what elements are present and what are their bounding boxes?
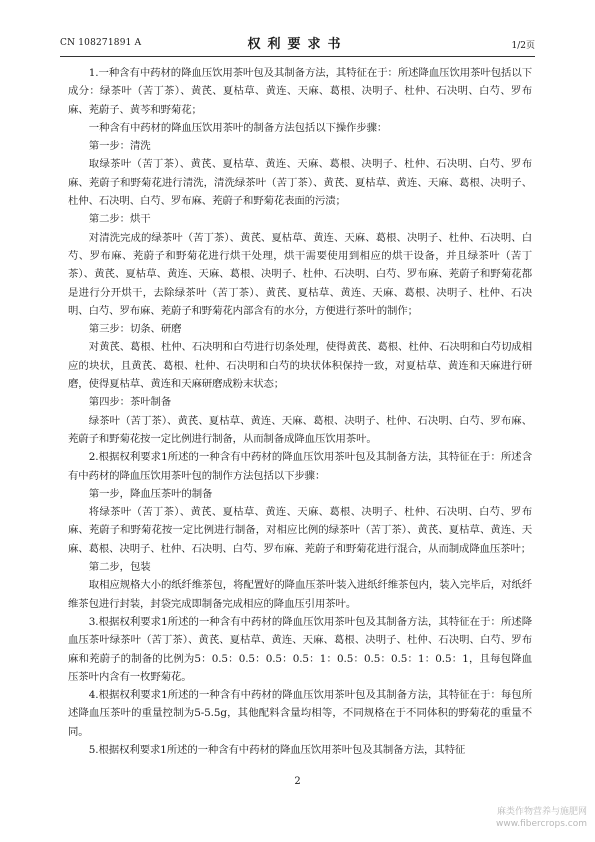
claims-body bbox=[68, 64, 532, 759]
claim-4-text: 4.根据权利要求1所述的一种含有中药材的降血压饮用茶叶包及其制备方法，其特征在于：每包所述降血压茶叶的重量控制为5-5.5g，其他配料含量均相等，不同规格在于不同体积的野菊花的重量不同。 bbox=[68, 689, 532, 738]
page-number: 2 bbox=[294, 776, 301, 787]
claim-5-text: 5.根据权利要求1所述的一种含有中药材的降血压饮用茶叶包及其制备方法，其特征 bbox=[88, 743, 466, 756]
watermark bbox=[496, 806, 587, 830]
watermark-name: 麻类作物营养与施肥网 bbox=[496, 807, 587, 817]
step-text: 绿茶叶（苦丁茶）、黄芪、夏枯草、黄连、天麻、葛根、决明子、杜仲、石决明、白芍、罗布麻、茺蔚子和野菊花按一定比例进行制备，从而制备成降血压饮用茶叶。 bbox=[68, 414, 532, 445]
claim-2-text: 2.根据权利要求1所述的一种含有中药材的降血压饮用茶叶包及其制备方法，其特征在于：所述含有中药材的降血压饮用茶叶包的制作方法包括以下步骤： bbox=[68, 451, 532, 482]
step-text: 取相应规格大小的纸纤维茶包，将配置好的降血压茶叶装入进纸纤维茶包内，装入完毕后，对纸纤维茶包进行封装，封袋完成即制备完成相应的降血压引用茶叶。 bbox=[68, 579, 532, 610]
page-indicator: 1/2页 bbox=[511, 41, 535, 51]
claim-3-text: 3.根据权利要求1所述的一种含有中药材的降血压饮用茶叶包及其制备方法，其特征在于：所述降血压茶叶绿茶叶（苦丁茶）、黄芪、夏枯草、黄连、天麻、葛根、决明子、杜仲、石决明、白芍、罗布麻和茺蔚子的制备的比例为5：0.5：0.5：0.5：0.5：1：0.5：0.5：0.5：1：0.5：1，且每包降血压茶叶内含有一枚野菊花。 bbox=[68, 615, 532, 683]
step-heading: 第三步：切条、研磨 bbox=[88, 323, 182, 336]
step-heading: 第二步：烘干 bbox=[88, 213, 151, 226]
step-text: 将绿茶叶（苦丁茶）、黄芪、夏枯草、黄连、天麻、葛根、决明子、杜仲、石决明、白芍、罗布麻、茺蔚子和野菊花按一定比例进行制备，对相应比例的绿茶叶（苦丁茶）、黄芪、夏枯草、黄连、天麻、葛根、决明子、杜仲、石决明、白芍、罗布麻、茺蔚子和野菊花进行混合，从而制成降血压茶叶； bbox=[68, 506, 532, 555]
step-text: 取绿茶叶（苦丁茶）、黄芪、夏枯草、黄连、天麻、葛根、决明子、杜仲、石决明、白芍、罗布麻、茺蔚子和野菊花进行清洗，清洗绿茶叶（苦丁茶）、黄芪、夏枯草、黄连、天麻、葛根、决明子、杜仲、石决明、白芍、罗布麻、茺蔚子和野菊花表面的污渍； bbox=[68, 158, 532, 208]
watermark-url: www.fibercrops.com bbox=[496, 819, 587, 829]
step-heading: 第一步：清洗 bbox=[88, 140, 151, 153]
publication-number: CN 108271891 A bbox=[60, 38, 142, 48]
method-intro: 一种含有中药材的降血压饮用茶叶的制备方法包括以下操作步骤： bbox=[88, 121, 388, 134]
header-divider bbox=[60, 56, 535, 57]
document-title: 权利要求书 bbox=[247, 37, 348, 52]
page-header bbox=[60, 28, 535, 52]
step-text: 对清洗完成的绿茶叶（苦丁茶）、黄芪、夏枯草、黄连、天麻、葛根、决明子、杜仲、石决明、白芍、罗布麻、茺蔚子和野菊花进行烘干处理，烘干需要使用到相应的烘干设备，并且绿茶叶（苦丁茶）、黄芪、夏枯草、黄连、天麻、葛根、决明子、杜仲、石决明、白芍、罗布麻、茺蔚子和野菊花都是进行分开烘干，去除绿茶叶（苦丁茶）、黄芪、夏枯草、黄连、天麻、葛根、决明子、杜仲、石决明、白芍、罗布麻、茺蔚子和野菊花内部含有的水分，方便进行茶叶的制作； bbox=[68, 231, 532, 317]
step-heading: 第四步：茶叶制备 bbox=[88, 396, 172, 409]
claim-1-text: 1.一种含有中药材的降血压饮用茶叶包及其制备方法，其特征在于：所述降血压饮用茶叶包括以下成分：绿茶叶（苦丁茶）、黄芪、夏枯草、黄连、天麻、葛根、决明子、杜仲、石决明、白芍、罗布麻、茺蔚子、黄芩和野菊花； bbox=[68, 67, 532, 116]
step-text: 对黄芪、葛根、杜仲、石决明和白芍进行切条处理，使得黄芪、葛根、杜仲、石决明和白芍切成相应的块状，且黄芪、葛根、杜仲、石决明和白芍的块状体积保持一致，对夏枯草、黄连和天麻进行研磨，使得夏枯草、黄连和天麻研磨成粉末状态； bbox=[68, 341, 532, 391]
step-heading: 第二步，包装 bbox=[88, 561, 151, 574]
step-heading: 第一步，降血压茶叶的制备 bbox=[88, 487, 213, 500]
